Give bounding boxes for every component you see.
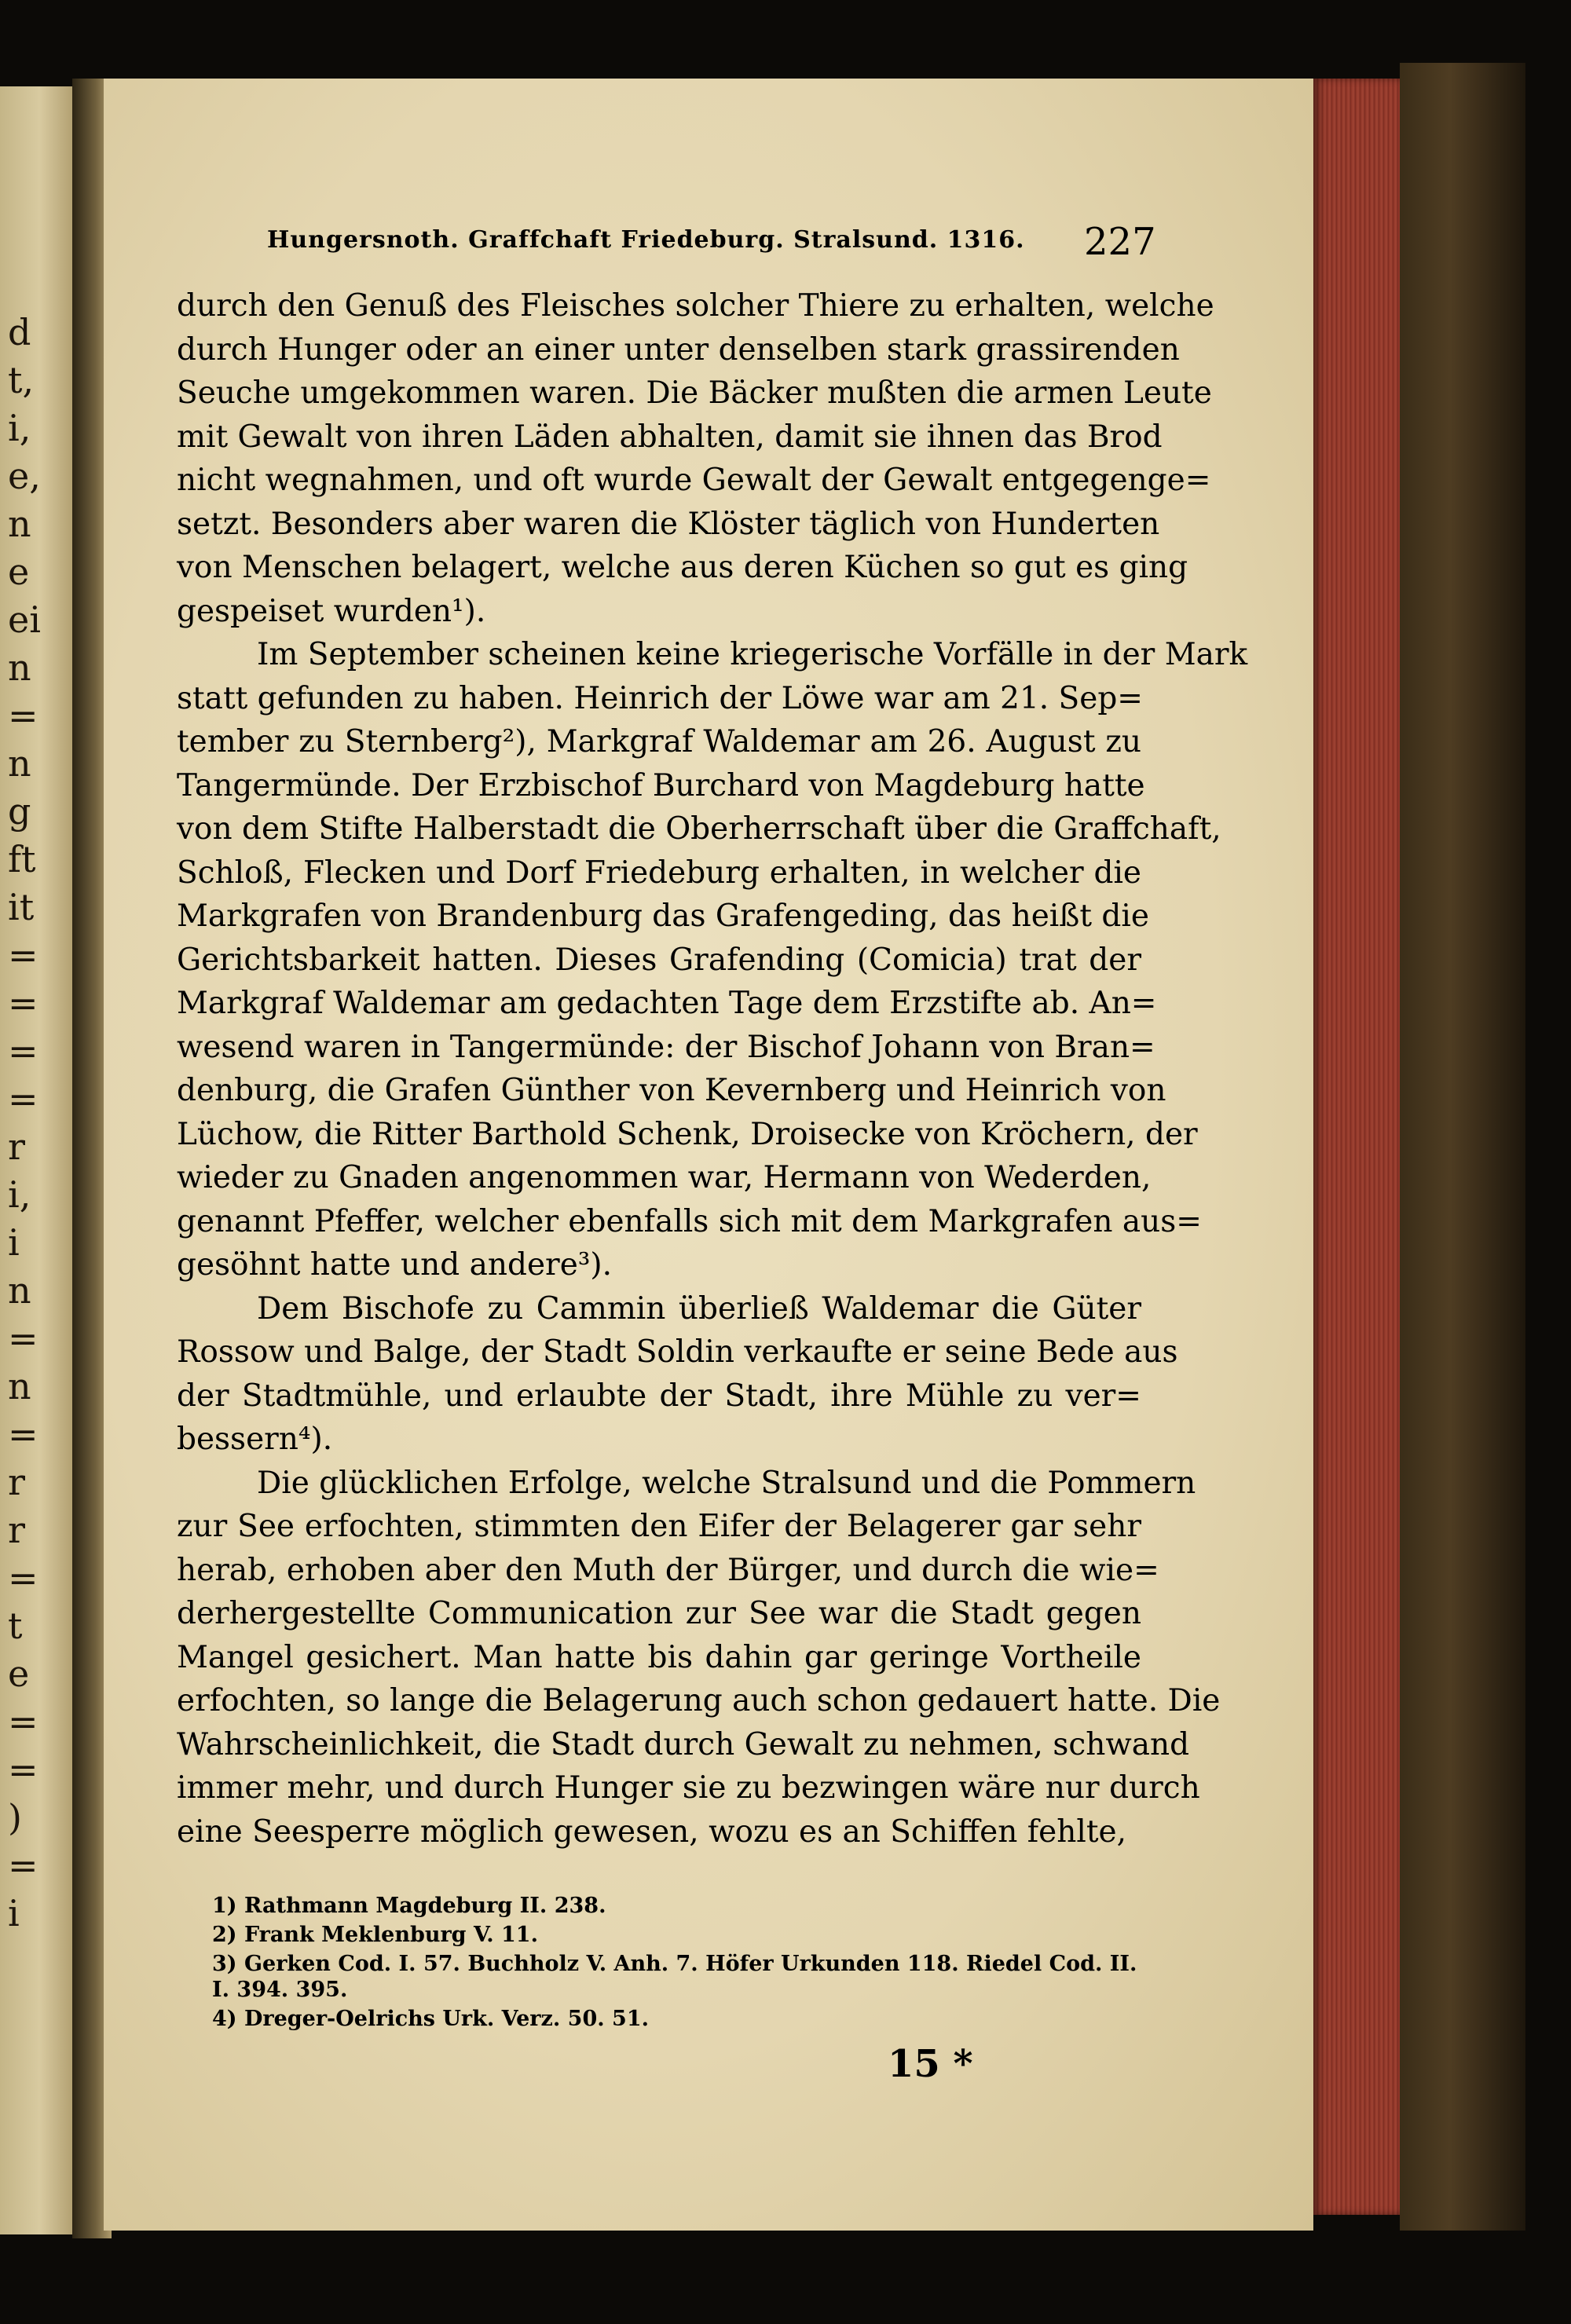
left-page-fragment: n bbox=[8, 646, 31, 689]
text-line: von Menschen belagert, welche aus deren Küchen so gut es ging bbox=[177, 550, 1188, 585]
left-page-fragment: d bbox=[8, 311, 31, 353]
text-line: Seuche umgekommen waren. Die Bäcker mußten die armen Leute bbox=[177, 375, 1212, 411]
text-line: durch Hunger oder an einer unter denselben stark grassirenden bbox=[177, 331, 1180, 368]
footnote: 3) Gerken Cod. I. 57. Buchholz V. Anh. 7. Höfer Urkunden 118. Riedel Cod. II. I. 394. 395. bbox=[212, 1952, 1137, 2002]
paragraph bbox=[177, 1287, 1178, 1462]
left-page-fragment: i bbox=[8, 1221, 20, 1264]
left-page-fragment: e bbox=[8, 551, 30, 593]
left-page-fragment: n bbox=[8, 742, 31, 785]
running-header: Hungersnoth. Graffchaft Friedeburg. Stralsund. 1316. bbox=[267, 226, 1025, 254]
text-line: erfochten, so lange die Belagerung auch schon gedauert hatte. Die bbox=[177, 1683, 1221, 1718]
text-line: Mangel gesichert. Man hatte bis dahin gar geringe Vortheile bbox=[177, 1639, 1141, 1675]
left-page-fragment: = bbox=[8, 1078, 38, 1120]
previous-page-edge bbox=[0, 86, 75, 2234]
main-text bbox=[177, 284, 1248, 1854]
footnote: 1) Rathmann Magdeburg II. 238. bbox=[212, 1894, 606, 1918]
text-line: wesend waren in Tangermünde: der Bischof Johann von Bran= bbox=[177, 1029, 1155, 1065]
text-line: eine Seesperre möglich gewesen, wozu es an Schiffen fehlte, bbox=[177, 1813, 1126, 1850]
left-page-fragment: e, bbox=[8, 455, 41, 497]
left-page-fragment: g bbox=[8, 790, 31, 833]
text-line: denburg, die Grafen Günther von Kevernberg und Heinrich von bbox=[177, 1073, 1166, 1108]
left-page-fragment: = bbox=[8, 1844, 38, 1887]
left-page-fragment: n bbox=[8, 1365, 31, 1407]
left-page-fragment: r bbox=[8, 1461, 25, 1503]
left-page-fragment: = bbox=[8, 1030, 38, 1072]
text-line: derhergestellte Communication zur See war die Stadt gegen bbox=[177, 1596, 1141, 1631]
text-line: wieder zu Gnaden angenommen war, Hermann von Wederden, bbox=[177, 1160, 1152, 1195]
left-page-fragment: = bbox=[8, 1700, 38, 1743]
left-page-fragment: = bbox=[8, 1317, 38, 1360]
paragraph bbox=[177, 284, 1214, 633]
left-page-fragment: ) bbox=[8, 1796, 22, 1839]
left-page-fragment: = bbox=[8, 1557, 38, 1599]
text-line: Markgraf Waldemar am gedachten Tage dem Erzstifte ab. An= bbox=[177, 986, 1157, 1021]
text-line: bessern⁴). bbox=[177, 1422, 333, 1457]
left-page-fragment: ei bbox=[8, 598, 41, 641]
text-line: der Stadtmühle, und erlaubte der Stadt, ihre Mühle zu ver= bbox=[177, 1378, 1141, 1414]
left-page-fragment: n bbox=[8, 1269, 31, 1312]
left-page-fragment: = bbox=[8, 982, 38, 1024]
page-number: 227 bbox=[1084, 220, 1156, 264]
book-cover-edge bbox=[1400, 63, 1525, 2231]
text-line: Im September scheinen keine kriegerische Vorfälle in der Mark bbox=[257, 637, 1248, 672]
left-page-fragment: = bbox=[8, 1413, 38, 1455]
page-edges-red bbox=[1313, 79, 1400, 2215]
left-page-fragment: i, bbox=[8, 407, 31, 449]
paragraph bbox=[177, 633, 1248, 1287]
text-line: setzt. Besonders aber waren die Klöster täglich von Hunderten bbox=[177, 506, 1160, 542]
left-page-fragment: = bbox=[8, 694, 38, 737]
text-line: Lüchow, die Ritter Barthold Schenk, Droisecke von Kröchern, der bbox=[177, 1116, 1198, 1152]
text-line: nicht wegnahmen, und oft wurde Gewalt der Gewalt entgegenge= bbox=[177, 463, 1211, 498]
text-line: von dem Stifte Halberstadt die Oberherrschaft über die Graffchaft, bbox=[177, 811, 1221, 847]
text-line: Tangermünde. Der Erzbischof Burchard von Magdeburg hatte bbox=[177, 767, 1145, 803]
left-page-fragment: i bbox=[8, 1892, 20, 1934]
text-line: mit Gewalt von ihren Läden abhalten, damit sie ihnen das Brod bbox=[177, 419, 1163, 455]
text-line: statt gefunden zu haben. Heinrich der Löwe war am 21. Sep= bbox=[177, 680, 1143, 716]
footnote: 4) Dreger-Oelrichs Urk. Verz. 50. 51. bbox=[212, 2007, 650, 2031]
left-page-fragment: t, bbox=[8, 359, 35, 401]
paragraph bbox=[177, 1462, 1221, 1854]
text-line: tember zu Sternberg²), Markgraf Waldemar am 26. August zu bbox=[177, 724, 1141, 759]
left-page-fragment: it bbox=[8, 886, 35, 928]
left-page-fragment: n bbox=[8, 503, 31, 545]
left-page-fragment: i, bbox=[8, 1173, 31, 1216]
text-line: genannt Pfeffer, welcher ebenfalls sich mit dem Markgrafen aus= bbox=[177, 1203, 1202, 1239]
text-line: zur See erfochten, stimmten den Eifer der Belagerer gar sehr bbox=[177, 1509, 1141, 1544]
text-line: Rossow und Balge, der Stadt Soldin verkaufte er seine Bede aus bbox=[177, 1334, 1178, 1370]
left-page-fragment: r bbox=[8, 1509, 25, 1551]
text-line: Dem Bischofe zu Cammin überließ Waldemar die Güter bbox=[257, 1290, 1141, 1327]
text-line: gespeiset wurden¹). bbox=[177, 593, 486, 629]
text-line: Gerichtsbarkeit hatten. Dieses Grafending (Comicia) trat der bbox=[177, 942, 1141, 978]
signature-mark: 15 * bbox=[888, 2042, 973, 2086]
text-line: herab, erhoben aber den Muth der Bürger, und durch die wie= bbox=[177, 1552, 1159, 1588]
text-line: gesöhnt hatte und andere³). bbox=[177, 1247, 613, 1283]
left-page-fragment: = bbox=[8, 1748, 38, 1791]
left-page-fragment: = bbox=[8, 934, 38, 976]
left-page-fragment: ft bbox=[8, 838, 36, 880]
left-page-fragment: r bbox=[8, 1125, 25, 1168]
left-page-fragment: t bbox=[8, 1605, 23, 1647]
text-line: Schloß, Flecken und Dorf Friedeburg erhalten, in welcher die bbox=[177, 855, 1141, 891]
text-line: Die glücklichen Erfolge, welche Stralsund und die Pommern bbox=[257, 1465, 1196, 1501]
footnote: 2) Frank Meklenburg V. 11. bbox=[212, 1923, 538, 1947]
footnotes bbox=[212, 1893, 1139, 2035]
text-line: immer mehr, und durch Hunger sie zu bezwingen wäre nur durch bbox=[177, 1770, 1200, 1806]
left-page-fragment: e bbox=[8, 1652, 30, 1695]
text-line: durch den Genuß des Fleisches solcher Thiere zu erhalten, welche bbox=[177, 288, 1214, 324]
text-line: Markgrafen von Brandenburg das Grafengeding, das heißt die bbox=[177, 898, 1149, 934]
text-line: Wahrscheinlichkeit, die Stadt durch Gewalt zu nehmen, schwand bbox=[177, 1726, 1190, 1762]
